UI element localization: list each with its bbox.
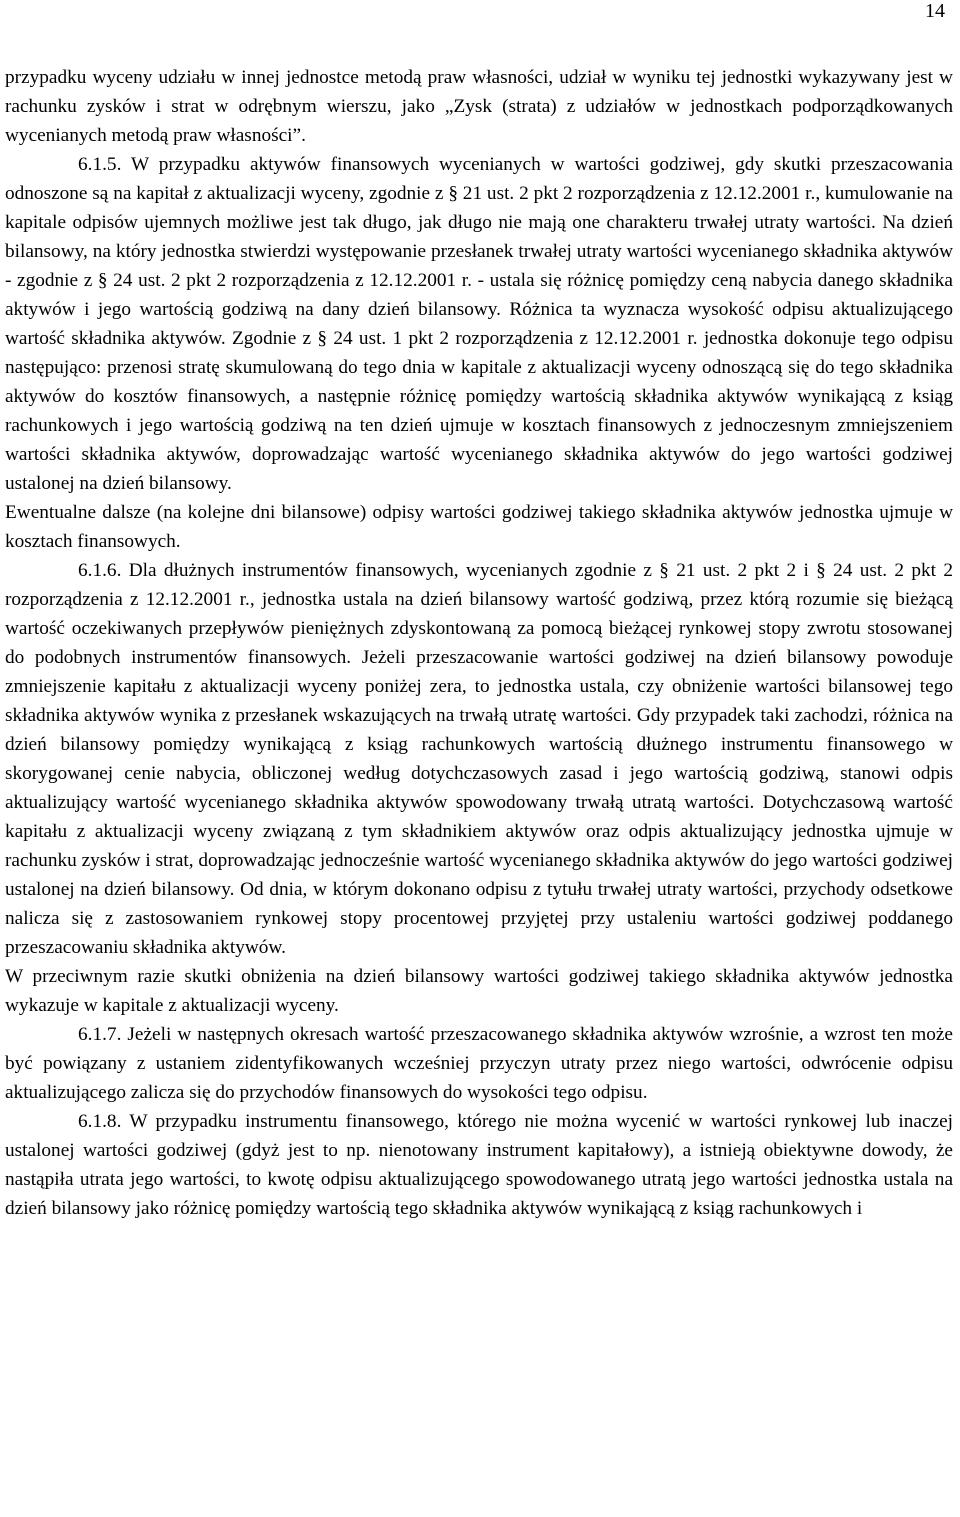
paragraph-6-1-6: 6.1.6. Dla dłużnych instrumentów finansowych, wycenianych zgodnie z § 21 ust. 2 pkt 2 i § 24 ust. 2 pkt 2 rozporządzenia z 12.12.2001 r., jednostka ustala na dzień bilansowy wartość godziwą, przez którą rozumie się bieżącą wartość oczekiwanych przepływów pieniężnych zdyskontowaną za pomocą bieżącej rynkowej stopy zwrotu stosowanej do podobnych instrumentów finansowych. Jeżeli przeszacowanie wartości godziwej na dzień bilansowy powoduje zmniejszenie kapitału z aktualizacji wyceny poniżej zera, to jednostka ustala, czy obniżenie wartości bilansowej tego składnika aktywów wynika z przesłanek wskazujących na trwałą utratę wartości. Gdy przypadek taki zachodzi, różnica na dzień bilansowy pomiędzy wynikającą z ksiąg rachunkowych wartością dłużnego instrumentu finansowego w skorygowanej cenie nabycia, obliczonej według dotychczasowych zasad i jego wartością godziwą, stanowi odpis aktualizujący wartość wycenianego składnika aktywów spowodowany trwałą utratą wartości. Dotychczasową wartość kapitału z aktualizacji wyceny związaną z tym składnikiem aktywów oraz odpis aktualizujący jednostka ujmuje w rachunku zysków i strat, doprowadzając jednocześnie wartość wycenianego składnika aktywów do jego wartości godziwej ustalonej na dzień bilansowy. Od dnia, w którym dokonano odpisu z tytułu trwałej utraty wartości, przychody odsetkowe nalicza się z zastosowaniem rynkowej stopy procentowej przyjętej przy ustaleniu wartości godziwej poddanego przeszacowaniu składnika aktywów. xyxy=(5,560,953,958)
page-number: 14 xyxy=(925,0,945,22)
paragraph-6-1-7: 6.1.7. Jeżeli w następnych okresach wartość przeszacowanego składnika aktywów wzrośnie, a wzrost ten może być powiązany z ustaniem zidentyfikowanych wcześniej przyczyn utraty przez niego wartości, odwrócenie odpisu aktualizującego zalicza się do przychodów finansowych do wysokości tego odpisu. xyxy=(5,1024,953,1103)
paragraph-otherwise: W przeciwnym razie skutki obniżenia na dzień bilansowy wartości godziwej takiego składnika aktywów jednostka wykazuje w kapitale z aktualizacji wyceny. xyxy=(5,966,953,1016)
paragraph-6-1-5: 6.1.5. W przypadku aktywów finansowych wycenianych w wartości godziwej, gdy skutki przeszacowania odnoszone są na kapitał z aktualizacji wyceny, zgodnie z § 21 ust. 2 pkt 2 rozporządzenia z 12.12.2001 r., kumulowanie na kapitale odpisów ujemnych możliwe jest tak długo, jak długo nie mają one charakteru trwałej utraty wartości. Na dzień bilansowy, na który jednostka stwierdzi występowanie przesłanek trwałej utraty wartości wycenianego składnika aktywów - zgodnie z § 24 ust. 2 pkt 2 rozporządzenia z 12.12.2001 r. - ustala się różnicę pomiędzy ceną nabycia danego składnika aktywów i jego wartością godziwą na dany dzień bilansowy. Różnica ta wyznacza wysokość odpisu aktualizującego wartość składnika aktywów. Zgodnie z § 24 ust. 1 pkt 2 rozporządzenia z 12.12.2001 r. jednostka dokonuje tego odpisu następująco: przenosi stratę skumulowaną do tego dnia w kapitale z aktualizacji wyceny odnoszącą się do tego składnika aktywów do kosztów finansowych, a następnie różnicę pomiędzy wartością składnika aktywów wynikającą z ksiąg rachunkowych i jego wartością godziwą na ten dzień ujmuje w kosztach finansowych z jednoczesnym zmniejszeniem wartości składnika aktywów, doprowadzając wartość wycenianego składnika aktywów do jego wartości godziwej ustalonej na dzień bilansowy. xyxy=(5,154,953,494)
document-body xyxy=(5,63,953,1223)
paragraph-6-1-8: 6.1.8. W przypadku instrumentu finansowego, którego nie można wycenić w wartości rynkowej lub inaczej ustalonej wartości godziwej (gdyż jest to np. nienotowany instrument kapitałowy), a istnieją obiektywne dowody, że nastąpiła utrata jego wartości, to kwotę odpisu aktualizującego spowodowanego utratą jego wartości jednostka ustala na dzień bilansowy jako różnicę pomiędzy wartością tego składnika aktywów wynikającą z ksiąg rachunkowych i xyxy=(5,1111,953,1219)
paragraph-further-writedowns: Ewentualne dalsze (na kolejne dni bilansowe) odpisy wartości godziwej takiego składnika aktywów jednostka ujmuje w kosztach finansowych. xyxy=(5,502,953,552)
paragraph-continuation: przypadku wyceny udziału w innej jednostce metodą praw własności, udział w wyniku tej jednostki wykazywany jest w rachunku zysków i strat w odrębnym wierszu, jako „Zysk (strata) z udziałów w jednostkach podporządkowanych wycenianych metodą praw własności”. xyxy=(5,67,953,146)
